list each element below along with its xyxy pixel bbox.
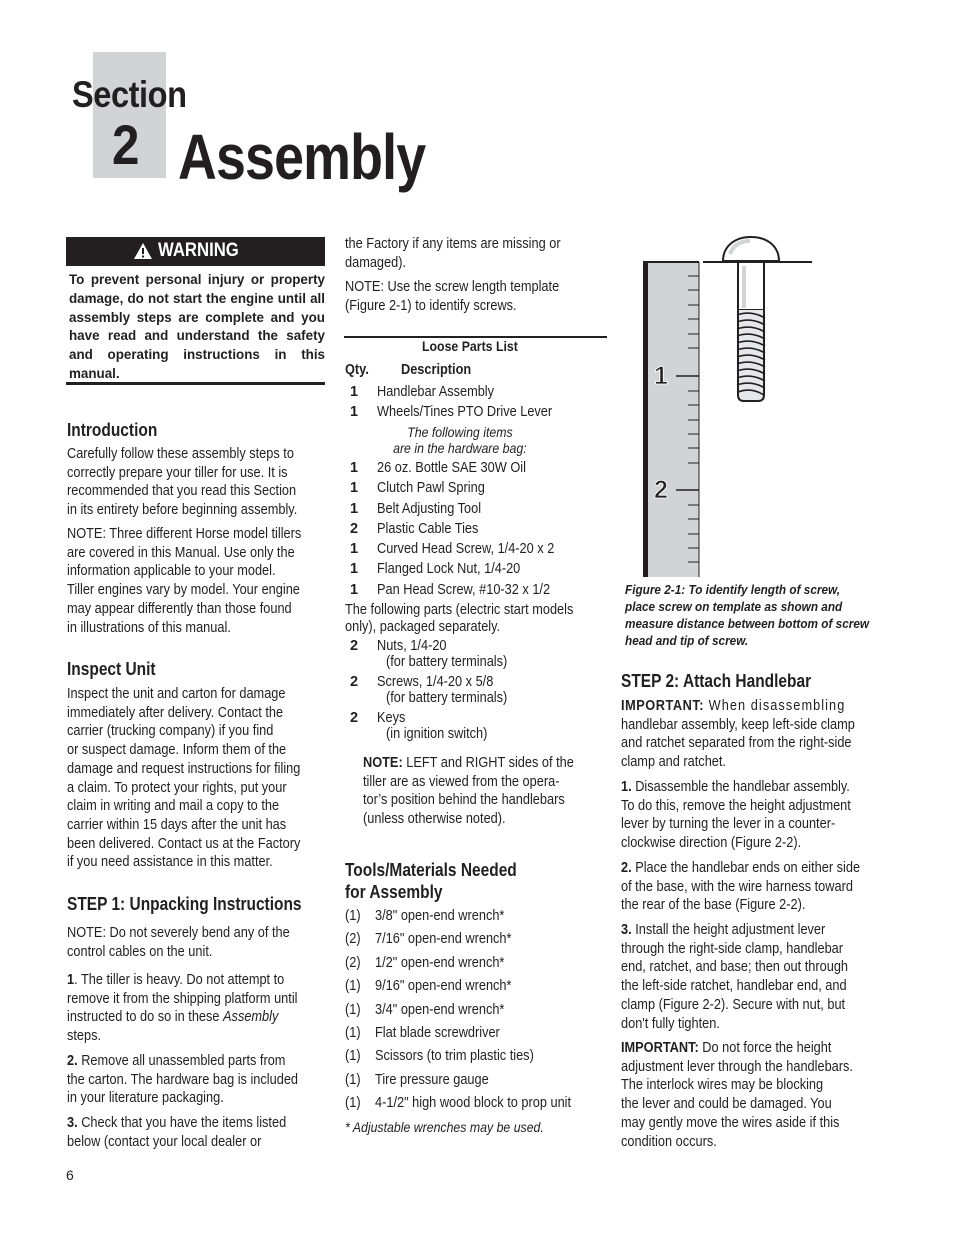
text-line: in illustrations of this manual.	[67, 619, 231, 636]
ruler-edge	[643, 262, 648, 577]
list-item	[350, 540, 555, 560]
part-desc: Belt Adjusting Tool	[377, 500, 482, 517]
text-line: (Figure 2-1) to identify screws.	[345, 297, 517, 314]
step2-important-2	[621, 1039, 885, 1151]
text-line: Do not force the height	[698, 1040, 832, 1056]
item-number: 2.	[67, 1053, 78, 1069]
important-label: IMPORTANT:	[621, 1040, 699, 1056]
text-line: Install the height adjustment lever	[631, 922, 826, 938]
ruler-label-2: 2	[654, 476, 668, 504]
tool-desc: Flat blade screwdriver	[375, 1024, 500, 1041]
part-qty: 2	[350, 710, 359, 726]
step1-note	[67, 924, 320, 961]
text-line: When disassembling	[704, 698, 846, 714]
text-line: information applicable to your model.	[67, 563, 276, 580]
list-item	[350, 560, 521, 580]
text-line: remove it from the shipping platform until	[67, 990, 298, 1007]
text-line: LEFT and RIGHT sides of the	[402, 755, 574, 771]
list-item	[345, 1001, 505, 1025]
part-desc: Pan Head Screw, #10-32 x 1/2	[377, 581, 551, 598]
text-line: in its entirety before beginning assembly.	[67, 502, 298, 519]
text-line: To do this, remove the height adjustment	[621, 797, 851, 814]
text-line: if you need assistance in this matter.	[67, 854, 273, 871]
text-line: Inspect the unit and carton for damage	[67, 686, 286, 702]
text-line: the rear of the base (Figure 2-2).	[621, 897, 806, 914]
text-line: don't fully tighten.	[621, 1015, 720, 1032]
text-line: Tiller engines vary by model. Your engine	[67, 582, 300, 599]
text-line: condition occurs.	[621, 1133, 717, 1150]
item-number: 1.	[621, 779, 632, 795]
text-line: may gently move the wires aside if this	[621, 1114, 840, 1131]
text-line: been delivered. Contact us at the Factory	[67, 835, 301, 852]
warning-label: WARNING	[158, 240, 239, 261]
part-desc: 26 oz. Bottle SAE 30W Oil	[377, 460, 526, 476]
text-line: may appear differently than those found	[67, 600, 292, 617]
list-item	[350, 479, 485, 499]
part-qty: 1	[350, 404, 359, 421]
text-line: Remove all unassembled parts from	[77, 1053, 286, 1069]
warning-banner	[66, 237, 325, 266]
step1-item-3	[67, 1114, 316, 1151]
step1-item-2	[67, 1052, 330, 1108]
note-label: NOTE:	[363, 755, 403, 771]
part-desc: Screws, 1/4-20 x 5/8	[377, 674, 494, 690]
italic-text: Assembly	[223, 1009, 279, 1026]
step2-important-line-1	[621, 697, 845, 716]
page-number: 6	[66, 1167, 74, 1183]
text-line: Loose Parts List	[422, 338, 518, 354]
part-qty: 2	[350, 520, 359, 537]
text-line: of the base, with the wire harness toward	[621, 878, 853, 895]
screw-illustration	[723, 237, 779, 401]
text-line: carrier within 15 days after the unit has	[67, 816, 287, 833]
text-line: place screw on template as shown and	[625, 599, 843, 614]
step2-item-1	[621, 778, 882, 853]
text-line: damaged).	[345, 254, 407, 271]
sides-note-line-1	[363, 754, 574, 773]
list-item	[345, 1071, 489, 1095]
tool-desc: 9/16" open-end wrench*	[375, 978, 512, 995]
part-sub: (for battery terminals)	[386, 690, 508, 706]
step1-heading: STEP 1: Unpacking Instructions	[67, 894, 302, 914]
sides-note	[363, 754, 603, 829]
part-desc: Plastic Cable Ties	[377, 520, 479, 537]
step1-item-1-line-3	[67, 1008, 278, 1027]
tool-desc: Tire pressure gauge	[375, 1071, 489, 1088]
part-desc: Flanged Lock Nut, 1/4-20	[377, 561, 521, 578]
text-line: are covered in this Manual. Use only the	[67, 544, 295, 561]
step2-heading: STEP 2: Attach Handlebar	[621, 671, 812, 691]
text-line: end, ratchet, and base; then out through	[621, 959, 849, 976]
list-item	[345, 908, 505, 931]
text-line: * Adjustable wrenches may be used.	[345, 1119, 544, 1135]
tool-qty: (1)	[345, 908, 361, 924]
item-number: 1	[67, 972, 75, 988]
tool-qty: (1)	[345, 1095, 361, 1112]
list-item	[345, 1024, 500, 1048]
item-number: 2.	[621, 860, 632, 876]
text-line: head and tip of screw.	[625, 633, 749, 648]
text-line: tor’s position behind the handlebars	[363, 792, 565, 809]
list-item	[350, 459, 526, 479]
text-line: immediately after delivery. Contact the	[67, 704, 284, 721]
tool-qty: (2)	[345, 954, 361, 971]
tools-heading	[345, 859, 545, 903]
part-desc: Keys	[377, 710, 406, 726]
part-sub: (for battery terminals)	[386, 654, 508, 670]
screw-template-figure	[640, 230, 900, 580]
warning-text: To prevent personal injury or property damage, do not start the engine until all assembly steps are complete and you have read and understand the safety and operating instructions in this manual.	[69, 272, 325, 381]
text-line: through the right-side clamp, handlebar	[621, 940, 844, 957]
text-line: NOTE: Three different Horse model tillers	[67, 526, 302, 542]
text-line: (unless otherwise noted).	[363, 811, 506, 828]
parts-qty-header	[345, 362, 372, 378]
text-line: clamp and ratchet.	[621, 754, 726, 771]
text-line: recommended that you read this Section	[67, 483, 297, 500]
list-item	[350, 710, 488, 746]
text-line: adjustment lever through the handlebars.	[621, 1058, 853, 1075]
introduction-heading: Introduction	[67, 420, 158, 440]
list-item	[350, 674, 508, 710]
text-line: Description	[401, 362, 472, 378]
part-sub: (in ignition switch)	[386, 726, 488, 742]
text-line: The following parts (electric start models	[345, 602, 574, 618]
item-number: 3.	[67, 1115, 78, 1131]
list-item	[345, 978, 512, 1001]
text-line: tiller are as viewed from the opera-	[363, 773, 560, 790]
step1-item-2-line-1	[67, 1052, 285, 1071]
text-line: Qty.	[345, 362, 369, 378]
text-line: clockwise direction (Figure 2-2).	[621, 835, 802, 852]
list-item	[345, 1095, 572, 1118]
text-line: the Factory if any items are missing or	[345, 236, 561, 252]
text-line: a claim. To protect your rights, put your	[67, 779, 287, 796]
hardware-bag-note	[345, 424, 575, 456]
text-line: or suspect damage. Inform them of the	[67, 742, 287, 759]
text-line: Tools/Materials Needed	[345, 860, 517, 880]
step1-item-1	[67, 971, 329, 1046]
text-line: Place the handlebar ends on either side	[631, 860, 861, 876]
tool-desc: 3/8" open-end wrench*	[375, 908, 505, 924]
list-item	[350, 403, 553, 423]
parts-group-c	[350, 638, 508, 746]
inspect-heading: Inspect Unit	[67, 659, 156, 679]
section-number: 2	[112, 113, 140, 176]
text-line: Figure 2-1: To identify length of screw,	[625, 582, 840, 597]
introduction-paragraph-1	[67, 445, 329, 520]
text-line: lever by turning the lever in a counter-	[621, 816, 836, 833]
text-line: only), packaged separately.	[345, 618, 501, 635]
tool-qty: (1)	[345, 978, 361, 995]
tool-qty: (1)	[345, 1001, 361, 1018]
list-item	[345, 1048, 534, 1071]
ruler-label-1: 1	[654, 362, 668, 390]
part-qty: 1	[350, 460, 359, 476]
text-line: . The tiller is heavy. Do not attempt to	[74, 972, 285, 988]
list-item	[350, 638, 508, 674]
list-item	[350, 520, 479, 540]
text-line: control cables on the unit.	[67, 943, 213, 960]
part-qty: 2	[350, 638, 359, 654]
text-line: damage and request instructions for filing	[67, 760, 301, 777]
tool-desc: 1/2" open-end wrench*	[375, 954, 505, 971]
inspect-paragraph	[67, 685, 332, 872]
part-desc: Clutch Pawl Spring	[377, 480, 485, 497]
part-desc: Wheels/Tines PTO Drive Lever	[377, 404, 553, 421]
list-item	[350, 383, 495, 403]
text-line: the left-side ratchet, handlebar end, and	[621, 978, 847, 995]
tools-footnote	[345, 1119, 571, 1135]
text-line: handlebar assembly, keep left-side clamp	[621, 716, 855, 733]
important-label: IMPORTANT:	[621, 698, 705, 714]
part-qty: 2	[350, 674, 359, 690]
step2-item-2-line-1	[621, 859, 860, 878]
tool-qty: (2)	[345, 931, 361, 948]
text-line: in your literature packaging.	[67, 1090, 224, 1107]
text-line: steps.	[67, 1028, 102, 1045]
step1-item-1-line-1	[67, 971, 284, 990]
part-qty: 1	[350, 581, 359, 598]
tools-list	[345, 908, 572, 1119]
part-desc: Curved Head Screw, 1/4-20 x 2	[377, 541, 555, 558]
section-label: Section	[72, 74, 187, 115]
tool-qty: (1)	[345, 1048, 361, 1065]
text-line: The interlock wires may be blocking	[621, 1077, 824, 1094]
text-line: and ratchet separated from the right-side	[621, 735, 852, 752]
tool-qty: (1)	[345, 1071, 361, 1088]
text-line: Carefully follow these assembly steps to	[67, 446, 294, 462]
text-line: the lever and could be damaged. You	[621, 1096, 832, 1113]
list-item	[345, 931, 512, 954]
step1-item-3-line-1	[67, 1114, 286, 1133]
text-line: correctly prepare your tiller for use. It is	[67, 464, 288, 481]
text-line: Disassemble the handlebar assembly.	[631, 779, 850, 795]
parts-desc-header	[401, 362, 481, 378]
part-desc: Handlebar Assembly	[377, 384, 495, 400]
item-number: 3.	[621, 922, 632, 938]
parts-list-title	[422, 338, 531, 354]
text-line: the carton. The hardware bag is included	[67, 1071, 299, 1088]
text-line: for Assembly	[345, 882, 443, 902]
figure-caption	[625, 581, 885, 649]
step2-item-1-line-1	[621, 778, 850, 797]
warning-triangle-icon	[133, 242, 153, 260]
part-qty: 1	[350, 384, 359, 400]
text-line: claim in writing and mail a copy to the	[67, 798, 280, 815]
list-item	[350, 500, 482, 520]
parts-group-a	[350, 383, 553, 424]
step2-item-2	[621, 859, 893, 915]
electric-start-note	[345, 602, 605, 635]
text-line: NOTE: Use the screw length template	[345, 279, 560, 295]
page-title: Assembly	[178, 121, 426, 193]
introduction-paragraph-2	[67, 525, 333, 637]
text-line: carrier (trucking company) if you find	[67, 723, 274, 740]
text-line: The following items	[407, 424, 513, 440]
continued-paragraph	[345, 235, 590, 272]
tool-desc: 7/16" open-end wrench*	[375, 931, 512, 948]
step2-item-3	[621, 921, 879, 1033]
part-qty: 1	[350, 541, 359, 558]
step2-item-3-line-1	[621, 921, 825, 940]
text-line: NOTE: Do not severely bend any of the	[67, 925, 290, 941]
list-item	[345, 954, 505, 978]
step2-important	[621, 697, 887, 772]
text-line: are in the hardware bag:	[393, 440, 527, 456]
part-qty: 1	[350, 561, 359, 578]
part-qty: 1	[350, 500, 359, 517]
text-line: clamp (Figure 2-2). Secure with nut, but	[621, 996, 846, 1013]
tool-desc: 4-1/2" high wood block to prop unit	[375, 1095, 572, 1112]
tool-desc: 3/4" open-end wrench*	[375, 1001, 505, 1018]
parts-group-b	[350, 459, 555, 601]
step2-important-2-line-1	[621, 1039, 831, 1058]
tool-qty: (1)	[345, 1024, 361, 1041]
text-line: instructed to do so in these	[67, 1009, 224, 1026]
text-line: Check that you have the items listed	[77, 1115, 287, 1131]
warning-rule	[66, 382, 325, 385]
text-line: below (contact your local dealer or	[67, 1133, 262, 1150]
text-line: measure distance between bottom of screw	[625, 616, 870, 631]
tool-desc: Scissors (to trim plastic ties)	[375, 1048, 534, 1065]
part-qty: 1	[350, 480, 359, 497]
part-desc: Nuts, 1/4-20	[377, 638, 447, 654]
list-item	[350, 581, 551, 601]
screw-template-note	[345, 278, 588, 315]
